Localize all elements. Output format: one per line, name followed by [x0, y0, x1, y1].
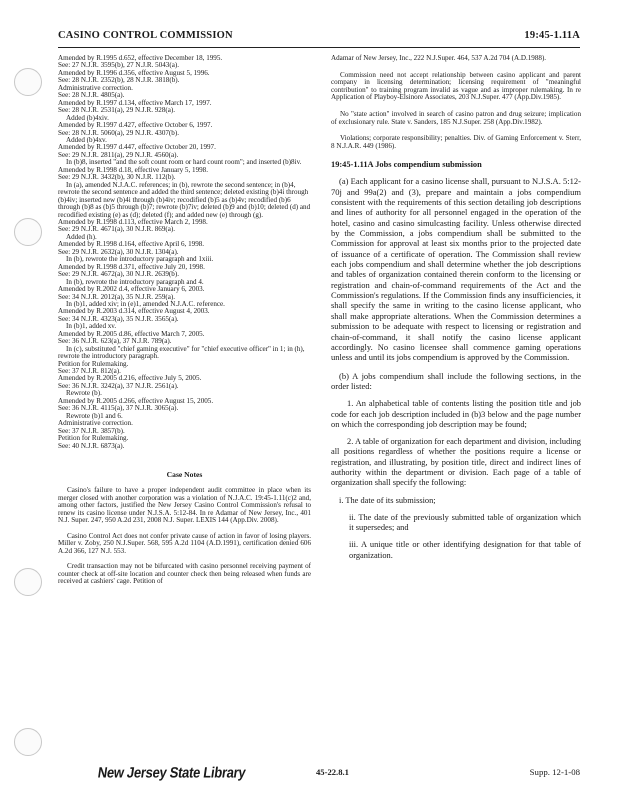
item-2: 2. A table of organization for each department and division, including all positions regardless of whether the positions require a license or registration, and illustrating, by position title, direct and indirect lines of authority within the department or division. Each page of a table of organization shall specify the following: — [331, 437, 581, 488]
history-line: See: 36 N.J.R. 3242(a), 37 N.J.R. 2561(a). — [58, 381, 179, 390]
history-line: See: 28 N.J.R. 4805(a). — [58, 91, 125, 100]
history-line: Amended by R.1998 d.113, effective March 2, 1998. — [58, 217, 208, 226]
binder-hole-lower — [14, 568, 42, 596]
history-line: See: 29 N.J.R. 4672(a), 30 N.J.R. 2639(b). — [58, 270, 179, 279]
history-line: Amended by R.1997 d.447, effective October 20, 1997. — [58, 143, 216, 152]
history-line: Administrative correction. — [58, 83, 133, 92]
header-section-number: 19:45-1.11A — [524, 30, 580, 41]
history-line: Amended by R.2003 d.314, effective August 4, 2003. — [58, 307, 210, 316]
history-line: In (b), rewrote the introductory paragraph and 1xiii. — [66, 255, 214, 264]
supplement-date: Supp. 12-1-08 — [529, 767, 580, 777]
item-1: 1. An alphabetical table of contents listing the position title and job code for each job description included in (b)3 below and the page number on which the corresponding job description may be found; — [331, 399, 581, 429]
page-footer — [58, 764, 580, 784]
history-line: See: 36 N.J.R. 4115(a), 37 N.J.R. 3065(a). — [58, 404, 179, 413]
case-note: Violations; corporate responsibility; penalties. Div. of Gaming Enforcement v. Sterr, 8 N.J.A.R. 449 (1986). — [331, 134, 581, 150]
running-header — [58, 30, 580, 46]
item-2-ii: ii. The date of the previously submitted table of organization which it supersedes; and — [349, 512, 581, 533]
history-line: See: 28 N.J.R. 2531(a), 29 N.J.R. 928(a). — [58, 106, 176, 115]
history-line: Amended by R.2005 d.216, effective July 5, 2005. — [58, 374, 202, 383]
case-note: No "state action" involved in search of casino patron and drug seizure; implication of exclusionary rule. State v. Sanders, 185 N.J.Super. 258 (App.Div.1982). — [331, 109, 581, 126]
case-note: Credit transaction may not be bifurcated with casino personnel receiving payment of counter check at off-site location and counter check then being released when funds are received at cashiers' cage. Petition of — [58, 562, 311, 586]
history-line: Amended by R.2005 d.86, effective March 7, 2005. — [58, 329, 205, 338]
history-line: Rewrote (b)1 and 6. — [66, 411, 123, 420]
history-line: See: 34 N.J.R. 4323(a), 35 N.J.R. 3565(a). — [58, 314, 179, 323]
case-note: Casino's failure to have a proper independent audit committee in place when its merger closed with another corporation was a violation of N.J.A.C. 19:45-1.11(c)2 and, among other factors, justified the New Jersey Casino Control Commission's refusal to renew its casino license under N.J.S.A. 5:12-84. In re Adamar of New Jersey, Inc., 401 N.J. Super. 247, 950 A.2d 231, 2008 N.J. Super. LEXIS 144 (App.Div. 2008). — [58, 486, 311, 525]
history-line: See: 27 N.J.R. 3595(b), 27 N.J.R. 5043(a). — [58, 61, 179, 70]
history-line: In (b)8, inserted "and the soft count room or hard count room"; and inserted (b)8iv. — [66, 158, 302, 167]
history-line: See: 29 N.J.R. 3432(b), 30 N.J.R. 112(b). — [58, 173, 176, 182]
history-line: Petition for Rulemaking. — [58, 434, 129, 443]
history-line: See: 29 N.J.R. 2632(a), 30 N.J.R. 1304(a). — [58, 247, 179, 256]
history-notes — [58, 55, 311, 450]
header-rule — [58, 47, 580, 48]
history-line: Amended by R.1997 d.134, effective March 17, 1997. — [58, 98, 212, 107]
history-line: Rewrote (b). — [66, 389, 102, 398]
case-note-continued: Adamar of New Jersey, Inc., 222 N.J.Super. 464, 537 A.2d 704 (A.D.1988). — [331, 54, 547, 62]
history-line: Petition for Rulemaking. — [58, 359, 129, 368]
section-heading: 19:45-1.11A Jobs compendium submission — [331, 160, 482, 170]
history-line: Amended by R.2005 d.266, effective August 15, 2005. — [58, 396, 214, 405]
history-line: Added (b)4xv. — [66, 135, 107, 144]
case-notes-heading: Case Notes — [166, 470, 203, 480]
binder-hole-upper — [14, 218, 42, 246]
history-line: See: 28 N.J.R. 2352(b), 28 N.J.R. 3818(b). — [58, 76, 180, 85]
history-line: Amended by R.1998 d.18, effective January 5, 1998. — [58, 165, 208, 174]
binder-hole-top — [14, 68, 42, 96]
history-line: Amended by R.2002 d.4, effective January 6, 2003. — [58, 285, 205, 294]
history-line: Amended by R.1998 d.164, effective April 6, 1998. — [58, 240, 205, 249]
history-line: In (b), rewrote the introductory paragraph and 4. — [66, 277, 204, 286]
history-line: See: 28 N.J.R. 5060(a), 29 N.J.R. 4307(b). — [58, 128, 179, 137]
history-line: See: 37 N.J.R. 812(a). — [58, 367, 121, 376]
left-column — [58, 55, 311, 594]
history-line: Amended by R.1995 d.652, effective December 18, 1995. — [58, 54, 223, 62]
history-line: Administrative correction. — [58, 419, 133, 428]
history-line: See: 37 N.J.R. 3857(b). — [58, 426, 125, 435]
history-line: In (b)1, added xv. — [66, 322, 117, 331]
case-note: Commission need not accept relationship between casino applicant and parent company in licensing determination; licensing requirement of "meaningful contribution" to training program invalid as vague and as improper rulemaking. In re Application of Playboy-Elsinore Associates, 203 N.J.Super. 477 (App.Div.1985). — [331, 70, 581, 102]
history-line: See: 29 N.J.R. 2811(a), 29 N.J.R. 4560(a). — [58, 150, 179, 159]
history-line: Added (h). — [66, 232, 97, 241]
history-line: Added (b)4xiv. — [66, 113, 109, 122]
header-title: CASINO CONTROL COMMISSION — [58, 30, 233, 41]
paragraph-a: (a) Each applicant for a casino license shall, pursuant to N.J.S.A. 5:12-70j and 99a(2) and (3), prepare and maintain a jobs compendium consistent with the requirements of this section detailing job descriptions and lines of authority for all personnel engaged in the operation of the hotel, casino and casino simulcasting facility. Unless otherwise directed by the Commission, a jobs compendium shall be submitted to the Commission for approval at least six months prior to the projected date of issuance of a certificate of operation. The Commission shall review each jobs compendium and shall determine whether the job descriptions and tables of organization contained therein conform to the licensing or registration and chain-of-command requirements of the Act and the Commission's regulations. If the Commission finds any insufficiencies, it shall specify the same in writing to the casino license applicant, who shall make appropriate alterations. When the Commission determines a submission to be adequate with respect to licensing or registration and chain-of-command, it shall notify the casino license applicant accordingly. No casino licensee shall commence gaming operations unless and until its jobs compendium is approved by the Commission. — [331, 176, 581, 363]
history-line: Amended by R.1996 d.356, effective August 5, 1996. — [58, 68, 210, 77]
history-line: See: 34 N.J.R. 2012(a), 35 N.J.R. 259(a). — [58, 292, 176, 301]
history-line: See: 40 N.J.R. 6873(a). — [58, 441, 125, 450]
history-line: In (b)1, added xiv; in (e)1, amended N.J.A.C. reference. — [66, 299, 225, 308]
history-line: Amended by R.1997 d.427, effective October 6, 1997. — [58, 121, 213, 130]
binder-hole-bottom — [14, 728, 42, 756]
paragraph-b: (b) A jobs compendium shall include the following sections, in the order listed: — [331, 370, 581, 391]
history-line: In (c), substituted "chief gaming executive" for "chief executive officer" in 1; in (h), rewrote the introductory paragraph. — [58, 344, 305, 361]
item-2-iii: iii. A unique title or other identifying designation for that table of organization. — [349, 540, 581, 560]
history-line: In (a), amended N.J.A.C. references; in (b), rewrote the second sentence; in (b)4, rewrote the second sentence and added the third sentence; deleted existing (b)4i through (b)4iv; inserted new (b)4i through (b)4iv; recodified (b)5 as (b)4v; recodified (b)6 through (b)8 as (b)5 through (b)7; rewrote (b)7iv; deleted (b)9 and (b)10; deleted (d) and recodified existing (e) as (d); deleted (f); and added new (e) through (g). — [58, 180, 311, 219]
item-2-i: i. The date of its submission; — [339, 495, 436, 505]
page-number: 45-22.8.1 — [316, 767, 349, 777]
right-column — [331, 55, 581, 568]
history-line: See: 29 N.J.R. 4671(a), 30 N.J.R. 869(a). — [58, 225, 176, 234]
history-line: See: 36 N.J.R. 623(a), 37 N.J.R. 789(a). — [58, 337, 172, 346]
library-stamp: New Jersey State Library — [96, 763, 247, 782]
history-line: Amended by R.1998 d.371, effective July 20, 1998. — [58, 262, 205, 271]
case-note: Casino Control Act does not confer private cause of action in favor of losing players. Miller v. Zoby, 250 N.J.Super. 568, 595 A.2d 1104 (A.D.1991), certification denied 606 A.2d 366, 127 N.J. 553. — [58, 531, 311, 555]
